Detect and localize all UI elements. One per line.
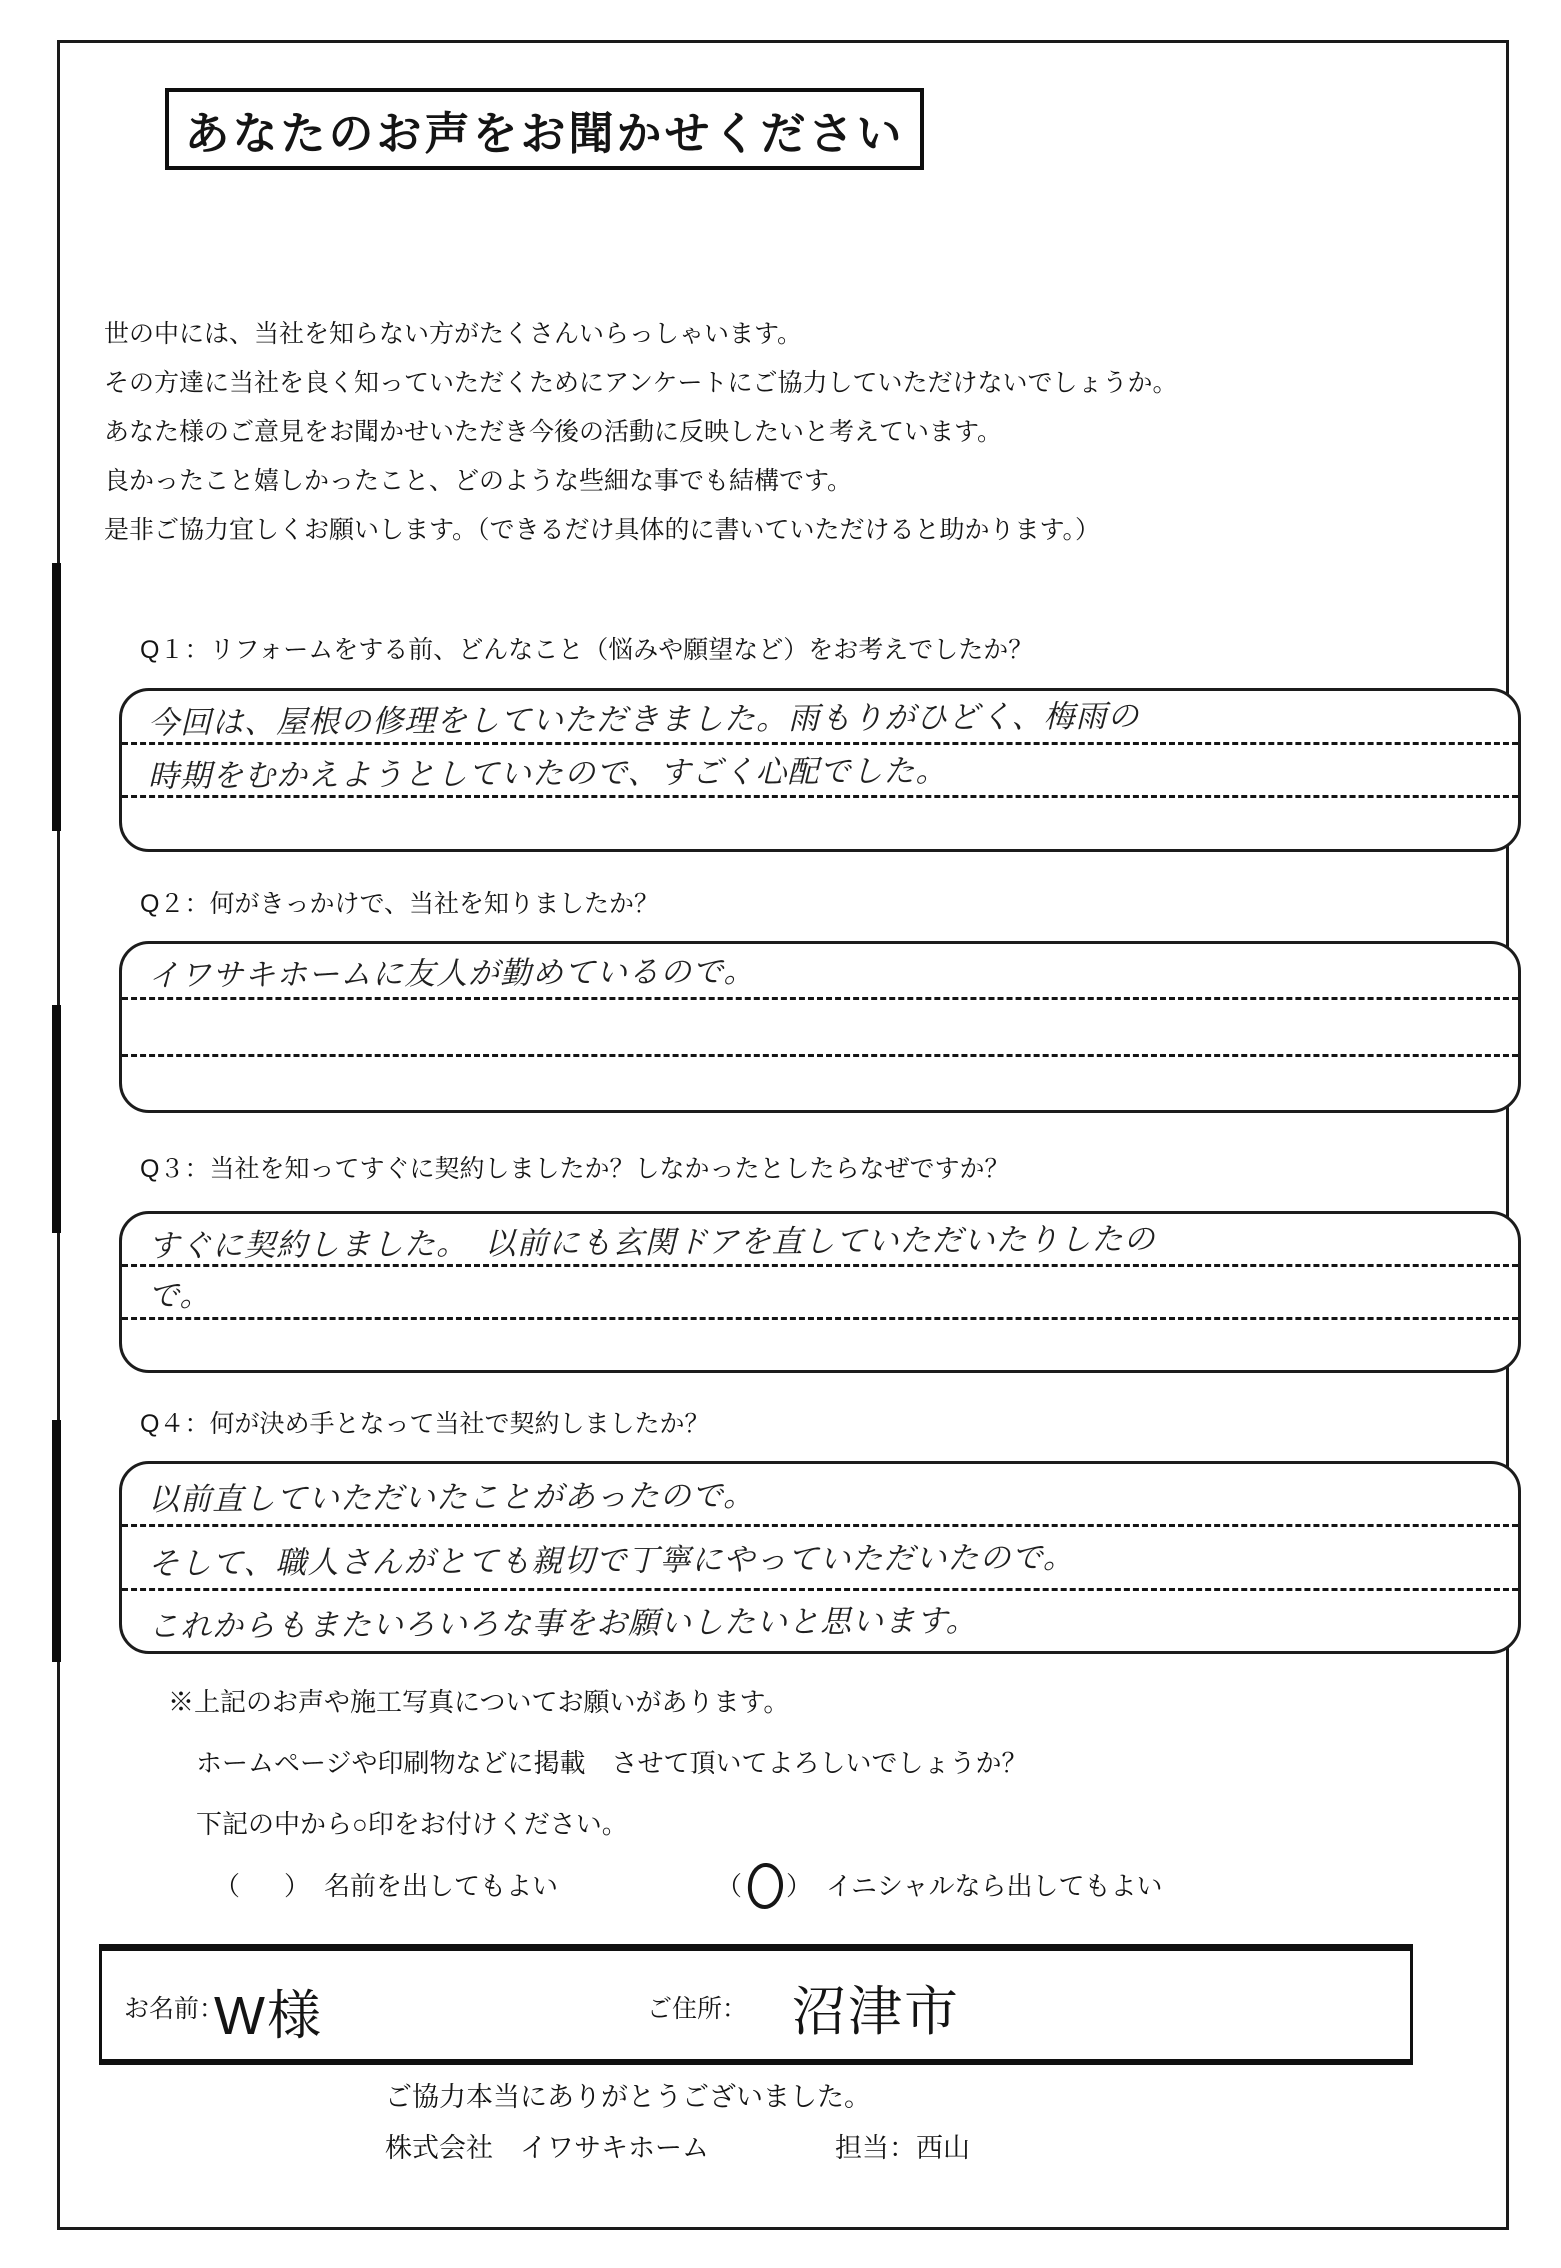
answer-row [122,691,1518,745]
answer-box-q3 [119,1211,1521,1373]
intro-line: 良かったこと嬉しかったこと、どのような些細な事でも結構です。 [104,467,853,495]
intro-line: 世の中には、当社を知らない方がたくさんいらっしゃいます。 [104,320,803,348]
answer-box-q1 [119,688,1521,852]
answer-row [122,1267,1518,1320]
intro-line: その方達に当社を良く知っていただくためにアンケートにご協力していただけないでしょうか。 [104,369,1178,397]
answer-row [122,1214,1518,1267]
handwritten-circle-mark [746,1861,786,1910]
answer-row [122,798,1518,849]
intro-line: あなた様のご意見をお聞かせいただき今後の活動に反映したいと考えています。 [104,418,1003,446]
question-label-q4: Q４：何が決め手となって当社で契約しましたか？ [140,1410,710,1438]
answer-row [122,944,1518,1000]
paren-close: ） [284,1870,311,1901]
answer-row [122,1000,1518,1056]
circle-mark-slot [240,1862,284,1906]
name-value: W様 [214,1986,323,2046]
handwritten-answer: イワサキホームに友人が勤めているので。 [147,953,756,995]
answer-row [122,745,1518,799]
publish-option-label: イニシャルなら出してもよい [826,1870,1163,1901]
answer-row [122,1320,1518,1370]
intro-paragraph [104,310,1178,555]
publish-option-name [214,1862,558,1906]
paren-open: （ [214,1870,241,1901]
publish-option-initial [716,1862,1162,1906]
handwritten-answer: そして、職人さんがとても親切で丁寧にやっていただいたので。 [147,1539,1075,1583]
circle-mark-slot [742,1862,786,1906]
address-label: ご住所： [647,1995,748,2023]
intro-line: 是非ご協力宜しくお願いします。（できるだけ具体的に書いていただけると助かります。） [104,516,1101,544]
scan-artifact [52,1420,61,1662]
title-box [165,88,924,170]
handwritten-answer: で。 [147,1277,212,1314]
handwritten-answer: これからもまたいろいろな事をお願いしたいと思います。 [147,1603,978,1646]
address-value: 沼津市 [792,1982,960,2042]
answer-row [122,1591,1518,1651]
question-label-q2: Q２：何がきっかけで、当社を知りましたか？ [140,890,659,918]
answer-box-q2 [119,941,1521,1113]
handwritten-answer: 時期をむかえようとしていたので、すごく心配でした。 [147,752,948,795]
question-label-q3: Q３：当社を知ってすぐに契約しましたか？しなかったとしたらなぜですか？ [140,1155,1010,1183]
publish-request-line: ホームページや印刷物などに掲載 させて頂いてよろしいでしょうか？ [196,1748,1028,1778]
question-label-q1: Q１：リフォームをする前、どんなこと（悩みや願望など）をお考えでしたか？ [140,636,1034,664]
paren-close: ） [786,1870,813,1901]
name-label: お名前： [124,1995,225,2023]
scan-artifact [52,1005,61,1233]
handwritten-answer: 今回は、屋根の修理をしていただきました。雨もりがひどく、梅雨の [147,698,1140,742]
handwritten-answer: すぐに契約しました。 以前にも玄関ドアを直していただいたりしたの [147,1220,1156,1264]
publish-request-line: 下記の中から○印をお付けください。 [196,1809,628,1839]
answer-row [122,1527,1518,1590]
signature-bar [99,1944,1413,2065]
page-title: あなたのお声をお聞かせください [184,106,905,160]
handwritten-answer: 以前直していただいたことがあったので。 [147,1477,756,1518]
answer-row [122,1057,1518,1110]
answer-row [122,1464,1518,1527]
footer-company: 株式会社 イワサキホーム [385,2133,709,2163]
publish-request-heading: ※上記のお声や施工写真についてお願いがあります。 [168,1687,790,1717]
answer-box-q4 [119,1461,1521,1654]
publish-option-label: 名前を出してもよい [324,1870,559,1901]
scan-artifact [52,563,61,831]
paren-open: （ [716,1870,743,1901]
footer-representative: 担当：西山 [835,2133,970,2163]
footer-thanks: ご協力本当にありがとうございました。 [385,2082,871,2112]
